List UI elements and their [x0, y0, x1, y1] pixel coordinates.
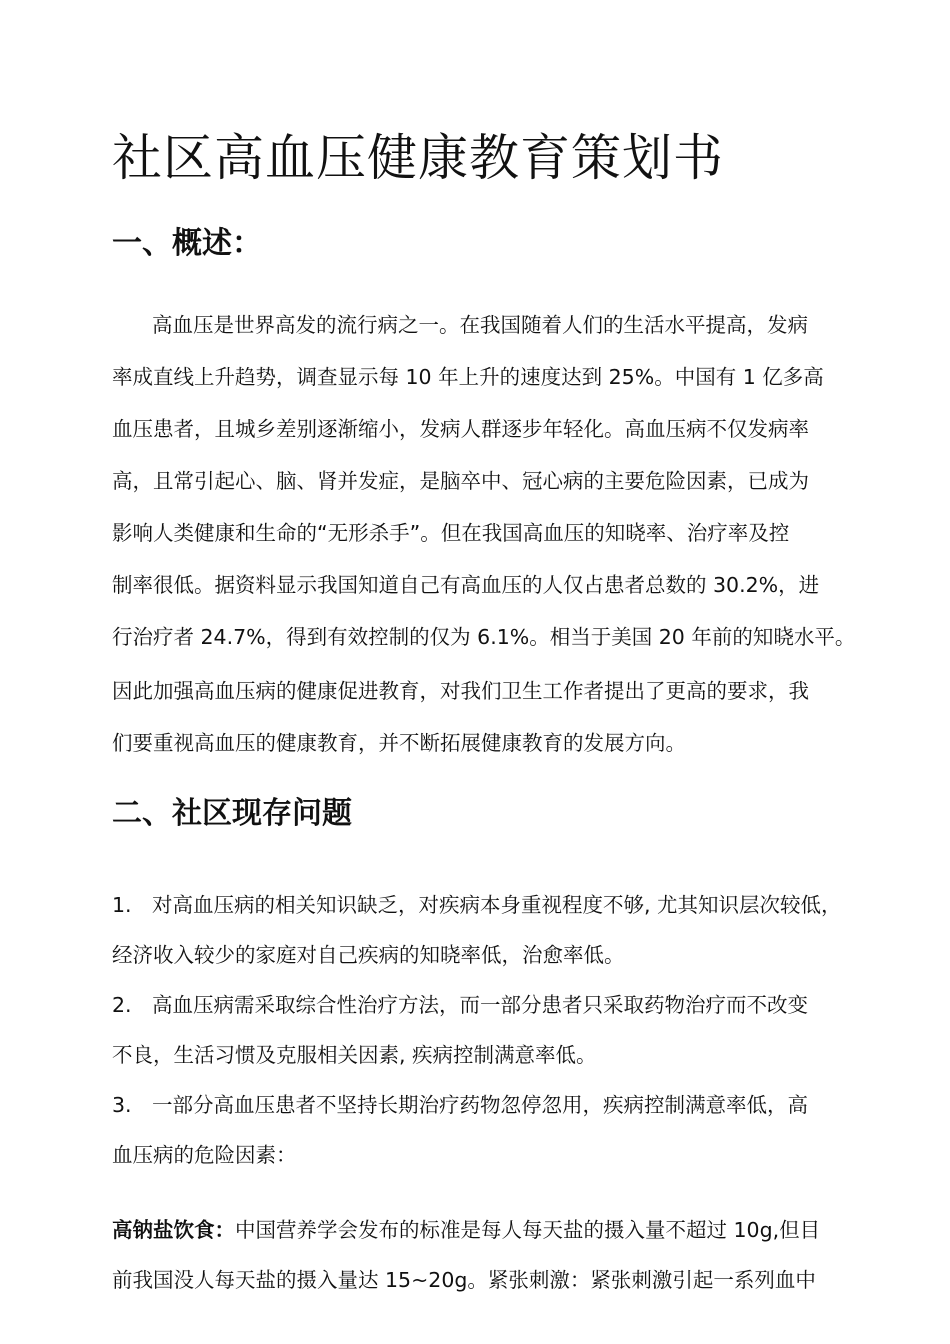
- list-item-text: 对高血压病的相关知识缺乏，对疾病本身重视程度不够, 尤其知识层次较低，: [152, 893, 842, 917]
- paragraph-line: 高，且常引起心、脑、肾并发症，是脑卒中、冠心病的主要危险因素，已成为: [112, 469, 809, 493]
- list-item-number: 2.: [112, 993, 132, 1017]
- document-title: 社区高血压健康教育策划书: [112, 129, 724, 187]
- paragraph-line: 前我国没人每天盐的摄入量达 15~20g。紧张刺激：紧张刺激引起一系列血中: [112, 1268, 816, 1292]
- paragraph-line: 行治疗者 24.7%，得到有效控制的仅为 6.1%。相当于美国 20 年前的知晓水平。: [112, 625, 856, 649]
- list-item-number: 1.: [112, 893, 132, 917]
- paragraph-line: 因此加强高血压病的健康促进教育，对我们卫生工作者提出了更高的要求，我: [112, 679, 809, 703]
- list-item-text: 高血压病需采取综合性治疗方法，而一部分患者只采取药物治疗而不改变: [152, 993, 808, 1017]
- risk-factor-label: 高钠盐饮食：: [112, 1218, 235, 1242]
- list-item-continuation: 不良，生活习惯及克服相关因素, 疾病控制满意率低。: [112, 1043, 597, 1067]
- list-item: [112, 890, 842, 920]
- paragraph-line: 们要重视高血压的健康教育，并不断拓展健康教育的发展方向。: [112, 731, 686, 755]
- list-item: [112, 1090, 808, 1120]
- paragraph-line: [112, 1215, 820, 1245]
- list-item: [112, 990, 808, 1020]
- paragraph-line: 高血压是世界高发的流行病之一。在我国随着人们的生活水平提高，发病: [152, 313, 808, 337]
- paragraph-line: 率成直线上升趋势，调查显示每 10 年上升的速度达到 25%。中国有 1 亿多高: [112, 365, 824, 389]
- paragraph-line: 血压患者，且城乡差别逐渐缩小，发病人群逐步年轻化。高血压病不仅发病率: [112, 417, 809, 441]
- risk-factor-text: 中国营养学会发布的标准是每人每天盐的摄入量不超过 10g,但目: [235, 1218, 821, 1242]
- paragraph-line: 制率很低。据资料显示我国知道自己有高血压的人仅占患者总数的 30.2%，进: [112, 573, 820, 597]
- list-item-text: 一部分高血压患者不坚持长期治疗药物忽停忽用，疾病控制满意率低，高: [152, 1093, 808, 1117]
- list-item-number: 3.: [112, 1093, 132, 1117]
- section-heading-overview: 一、概述：: [112, 226, 262, 261]
- list-item-continuation: 经济收入较少的家庭对自己疾病的知晓率低，治愈率低。: [112, 943, 625, 967]
- list-item-continuation: 血压病的危险因素：: [112, 1143, 297, 1167]
- section-heading-problems: 二、社区现存问题: [112, 796, 352, 831]
- paragraph-line: 影响人类健康和生命的“无形杀手”。但在我国高血压的知晓率、治疗率及控: [112, 521, 790, 545]
